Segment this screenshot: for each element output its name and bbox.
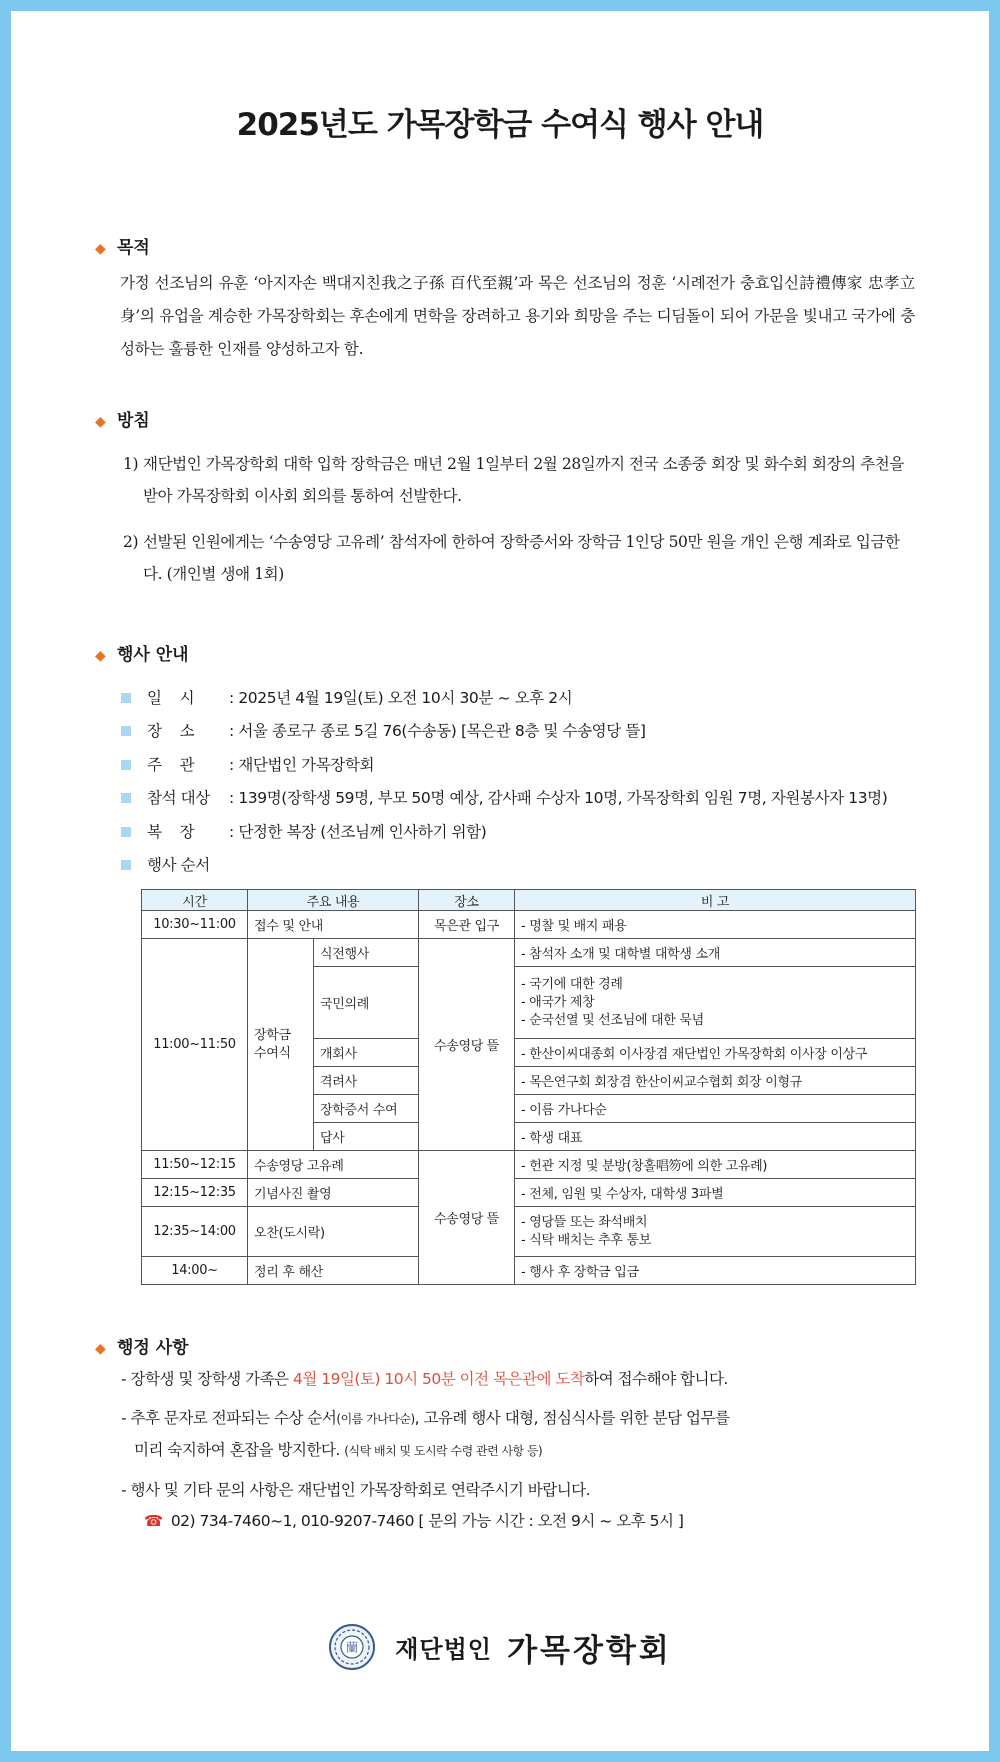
schedule-table — [141, 889, 916, 1285]
purpose-heading: ◆ 목적 — [95, 238, 150, 258]
event-info-host: 주 관 : 재단법인 가목장학회 — [121, 750, 887, 783]
square-bullet-icon — [121, 760, 131, 770]
arrival-deadline: 4월 19일(토) 10시 50분 이전 목은관에 도착 — [292, 1370, 585, 1388]
phone-icon: ☎ — [144, 1512, 163, 1530]
footer-logo — [11, 1623, 989, 1671]
admin-note-order-cont: 미리 숙지하여 혼잡을 방지한다. (식탁 배치 및 도시락 수령 관련 사항 등) — [134, 1441, 543, 1459]
policy-item: 2) 선발된 인원에게는 ‘수송영당 고유례’ 참석자에 한하여 장학증서와 장학금 1인당 50만 원을 개인 은행 계좌로 입금한다. (개인별 생애 1회) — [123, 533, 900, 583]
svg-text:蘭: 蘭 — [346, 1640, 359, 1655]
square-bullet-icon — [121, 793, 131, 803]
event-info-list — [121, 683, 887, 883]
table-row: 12:35~14:00 오찬(도시락) - 영당뜰 또는 좌석배치 - 식탁 배치는 추후 통보 — [142, 1207, 916, 1257]
table-row: 14:00~ 정리 후 해산 - 행사 후 장학금 입금 — [142, 1257, 916, 1285]
event-info-program: 행사 순서 — [121, 850, 887, 883]
event-info-attendees: 참석 대상 : 139명(장학생 59명, 부모 50명 예상, 감사패 수상자 10명, 가목장학회 임원 7명, 자원봉사자 13명) — [121, 783, 887, 816]
notice-page — [11, 11, 989, 1751]
table-row: 격려사 - 목은연구회 회장겸 한산이씨교수협회 회장 이형규 — [142, 1067, 916, 1095]
footer-org-name: 가목장학회 — [507, 1632, 672, 1669]
admin-heading: ◆ 행정 사항 — [95, 1338, 189, 1358]
admin-notes — [121, 1364, 941, 1537]
admin-note-order: - 추후 문자로 전파되는 수상 순서(이름 가나다순), 고유례 행사 대형, 점심식사를 위한 분담 업무를 — [121, 1409, 730, 1427]
table-row: 답사 - 학생 대표 — [142, 1123, 916, 1151]
page-title: 2025년도 가목장학금 수여식 행사 안내 — [236, 107, 764, 143]
table-header-row: 시간 주요 내용 장소 비 고 — [142, 890, 916, 911]
footer-org-type: 재단법인 — [395, 1635, 492, 1664]
seal-logo-icon — [328, 1623, 376, 1671]
event-info-place: 장 소 : 서울 종로구 종로 5길 76(수송동) [목은관 8층 및 수송영당 뜰] — [121, 716, 887, 749]
policy-heading: ◆ 방침 — [95, 411, 150, 431]
square-bullet-icon — [121, 726, 131, 736]
table-row: 11:00~11:50 장학금 수여식 식전행사 수송영당 뜰 - 참석자 소개 및 대학별 대학생 소개 — [142, 939, 916, 967]
admin-note-inquiry: - 행사 및 기타 문의 사항은 재단법인 가목장학회로 연락주시기 바랍니다. — [121, 1481, 591, 1499]
diamond-bullet-icon: ◆ — [95, 648, 106, 664]
table-row: 국민의례 - 국기에 대한 경례 - 애국가 제창 - 순국선열 및 선조님에 대한 묵념 — [142, 967, 916, 1039]
diamond-bullet-icon: ◆ — [95, 414, 106, 430]
event-info-date: 일 시 : 2025년 4월 19일(토) 오전 10시 30분 ~ 오후 2시 — [121, 683, 887, 716]
table-row: 11:50~12:15 수송영당 고유례 수송영당 뜰 - 헌관 지정 및 분방(창홀唱笏에 의한 고유례) — [142, 1151, 916, 1179]
table-row: 개회사 - 한산이씨대종회 이사장겸 재단법인 가목장학회 이사장 이상구 — [142, 1039, 916, 1067]
diamond-bullet-icon: ◆ — [95, 241, 106, 257]
table-row: 12:15~12:35 기념사진 촬영 - 전체, 임원 및 수상자, 대학생 3파별 — [142, 1179, 916, 1207]
square-bullet-icon — [121, 693, 131, 703]
square-bullet-icon — [121, 860, 131, 870]
policy-list — [123, 448, 918, 604]
event-heading: ◆ 행사 안내 — [95, 645, 189, 665]
table-row: 10:30~11:00 접수 및 안내 목은관 입구 - 명찰 및 배지 패용 — [142, 911, 916, 939]
table-row: 장학증서 수여 - 이름 가나다순 — [142, 1095, 916, 1123]
admin-note-arrival: - 장학생 및 장학생 가족은 4월 19일(토) 10시 50분 이전 목은관에 도착하여 접수해야 합니다. — [121, 1370, 728, 1388]
contact-phone: ☎ 02) 734-7460~1, 010-9207-7460 [ 문의 가능 시간 : 오전 9시 ~ 오후 5시 ] — [144, 1512, 684, 1530]
event-info-dress: 복 장 : 단정한 복장 (선조님께 인사하기 위함) — [121, 817, 887, 850]
square-bullet-icon — [121, 827, 131, 837]
policy-item: 1) 재단법인 가목장학회 대학 입학 장학금은 매년 2월 1일부터 2월 28일까지 전국 소종중 회장 및 화수회 회장의 추천을 받아 가목장학회 이사회 회의를 통하여 선발한다. — [123, 455, 904, 505]
diamond-bullet-icon: ◆ — [95, 1341, 106, 1357]
purpose-text: 가정 선조님의 유훈 ‘아지자손 백대지친我之子孫 百代至親’과 목은 선조님의 정훈 ‘시례전가 충효입신詩禮傳家 忠孝立身’의 유업을 계승한 가목장학회는 후손에게 면학을 장려하고 용기와 희망을 주는 디딤돌이 되어 가문을 빛내고 국가에 충성하는 훌륭한 인재를 양성하고자 함. — [120, 274, 915, 358]
